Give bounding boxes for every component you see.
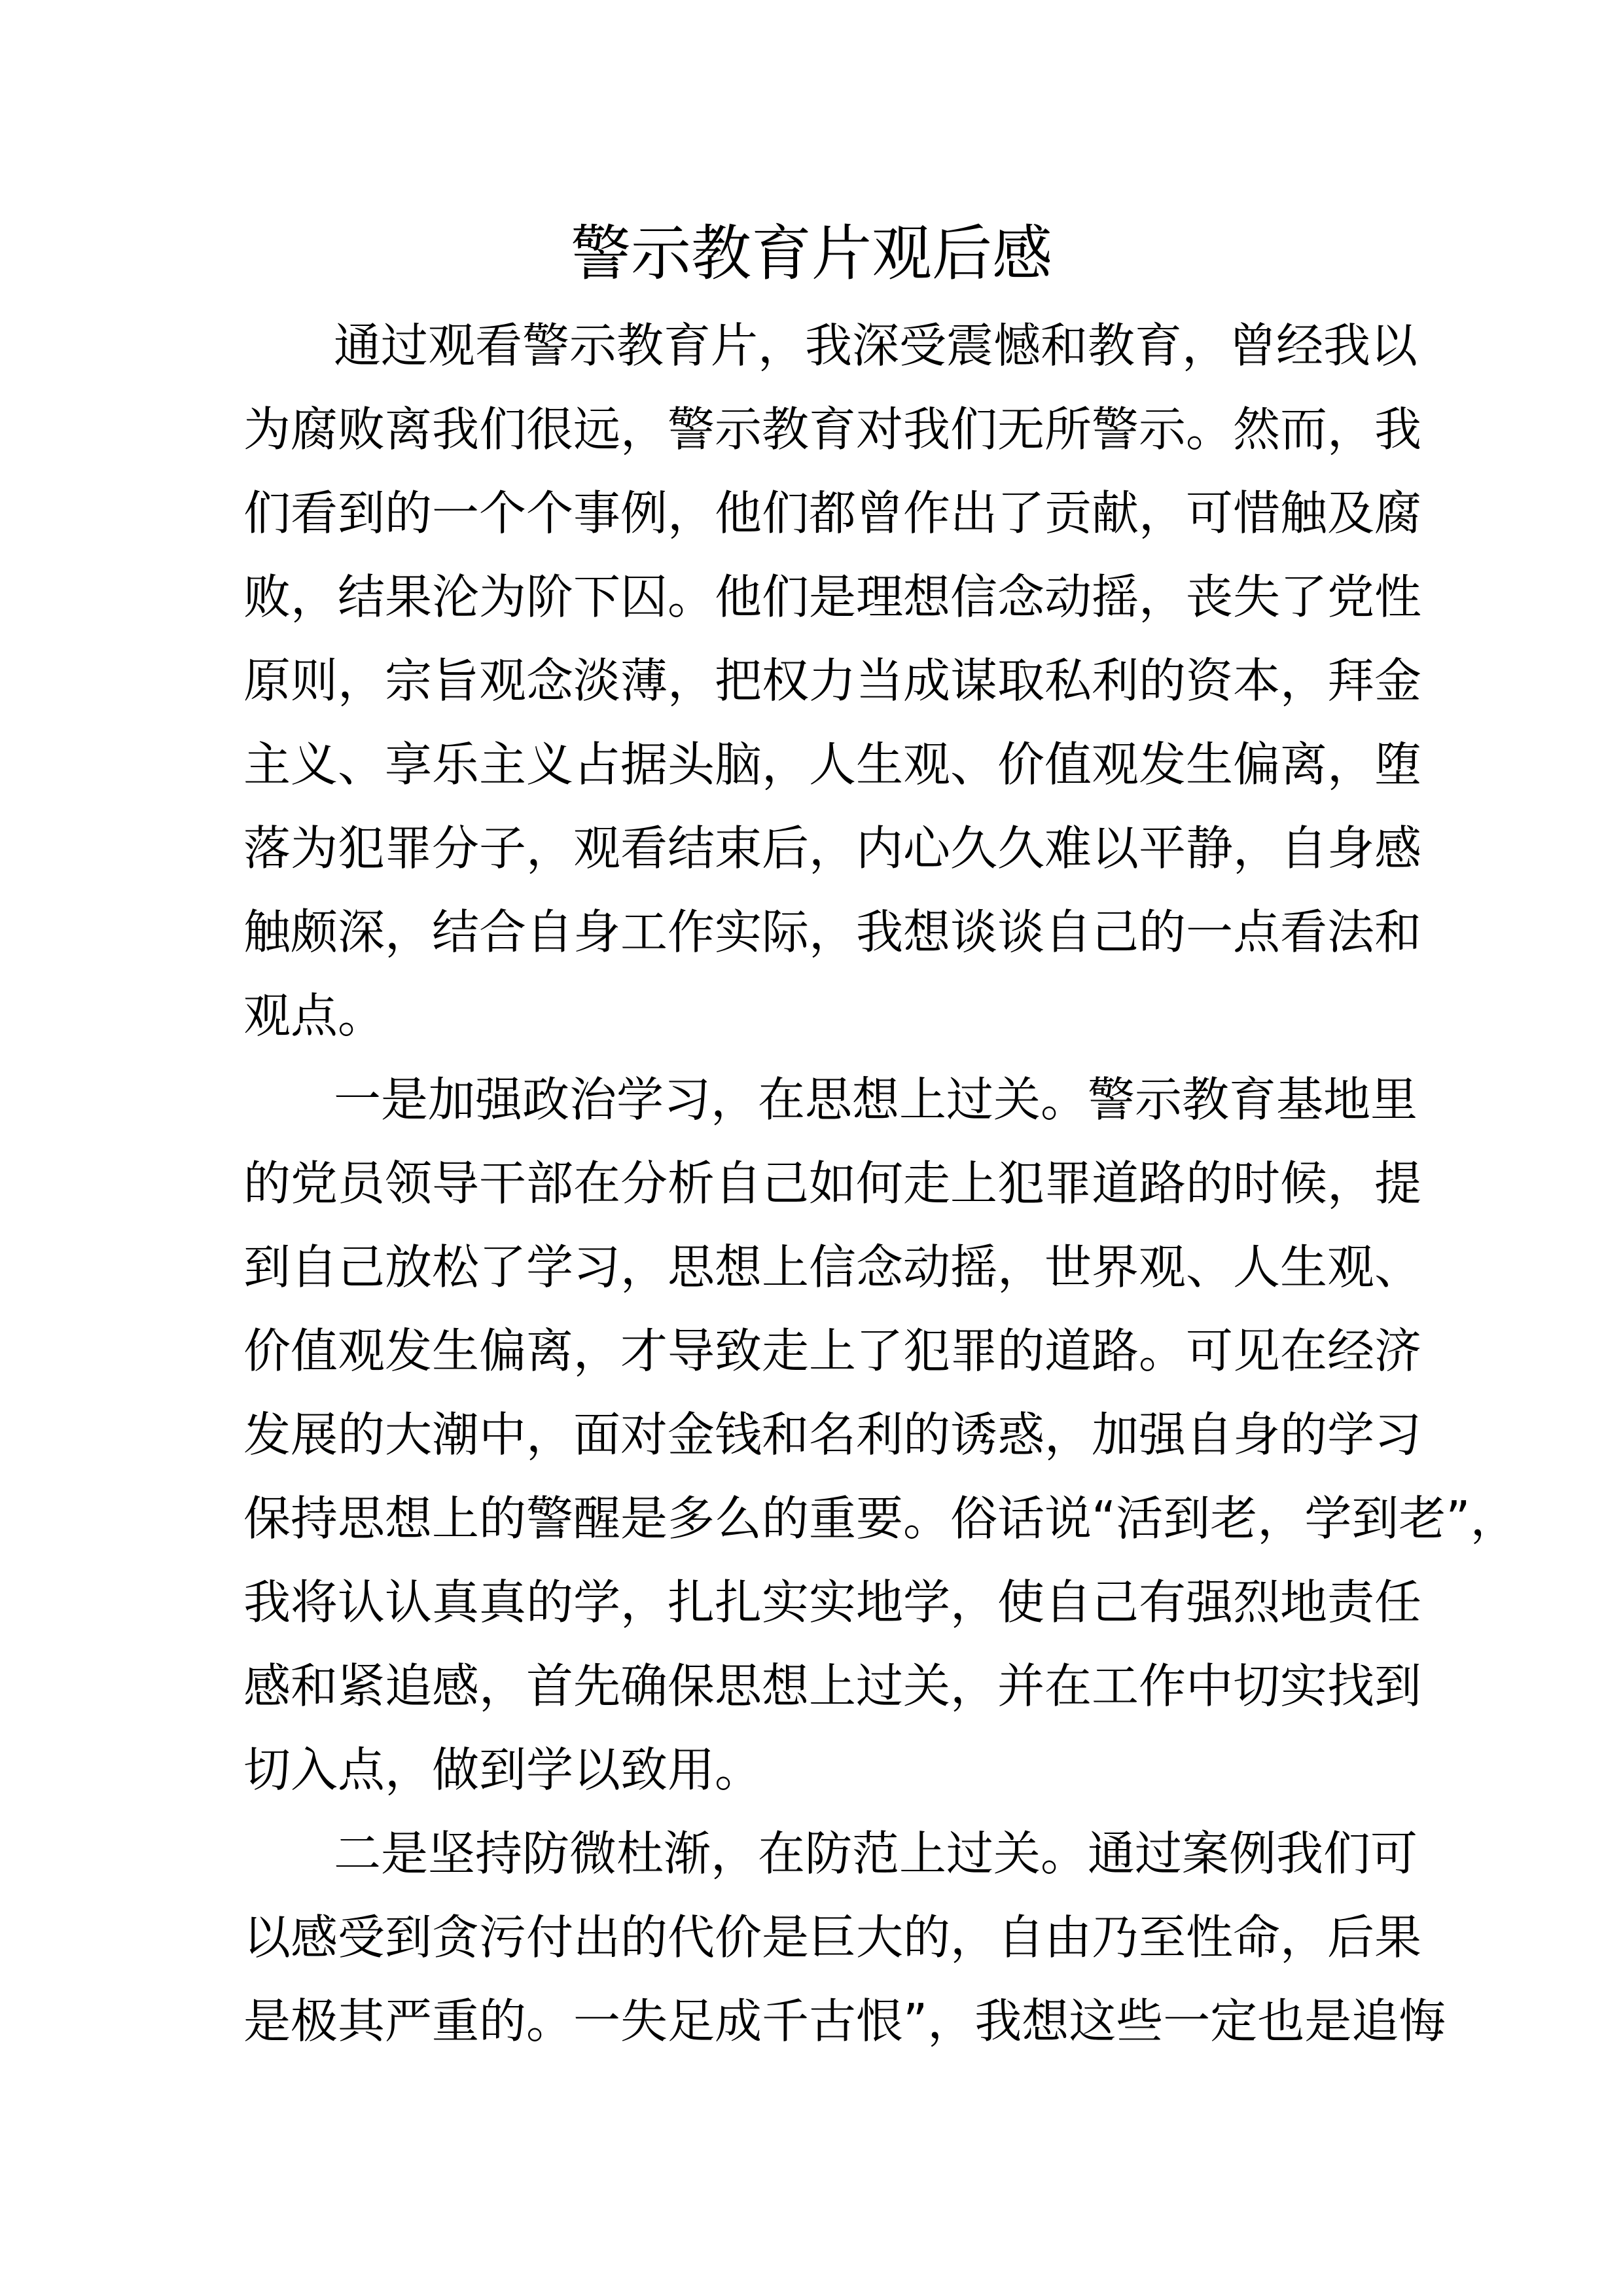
paragraph-1-line-2: 为腐败离我们很远，警示教育对我们无所警示。然而，我: [243, 402, 1422, 457]
paragraph-2-line-2: 的党员领导干部在分析自己如何走上犯罪道路的时候，提: [243, 1156, 1422, 1211]
paragraph-2-line-7: 我将认认真真的学，扎扎实实地学，使自己有强烈地责任: [243, 1575, 1422, 1630]
paragraph-3-line-1: 二是坚持防微杜渐，在防范上过关。通过案例我们可: [334, 1826, 1418, 1881]
document-title: 警示教育片观后感: [570, 219, 1052, 289]
paragraph-2-line-1: 一是加强政治学习，在思想上过关。警示教育基地里: [334, 1072, 1418, 1127]
paragraph-1-line-4: 败，结果沦为阶下囚。他们是理想信念动摇，丧失了党性: [243, 569, 1422, 624]
paragraph-2-line-9: 切入点，做到学以致用。: [243, 1742, 762, 1797]
paragraph-1-line-7: 落为犯罪分子，观看结束后，内心久久难以平静，自身感: [243, 821, 1422, 876]
paragraph-2-line-5: 发展的大潮中，面对金钱和名利的诱惑，加强自身的学习: [243, 1407, 1422, 1462]
paragraph-3-line-3: 是极其严重的。一失足成千古恨”，我想这些一定也是追悔: [243, 1994, 1446, 2049]
paragraph-2-line-8: 感和紧追感，首先确保思想上过关，并在工作中切实找到: [243, 1659, 1422, 1713]
paragraph-1-line-6: 主义、享乐主义占据头脑，人生观、价值观发生偏离，堕: [243, 737, 1422, 792]
paragraph-1-line-8: 触颇深，结合自身工作实际，我想谈谈自己的一点看法和: [243, 905, 1422, 960]
paragraph-1-line-9: 观点。: [243, 988, 385, 1043]
paragraph-2-line-3: 到自己放松了学习，思想上信念动摇，世界观、人生观、: [243, 1240, 1422, 1295]
paragraph-1-line-5: 原则，宗旨观念淡薄，把权力当成谋取私利的资本，拜金: [243, 653, 1422, 708]
paragraph-3-line-2: 以感受到贪污付出的代价是巨大的，自由乃至性命，后果: [243, 1910, 1422, 1965]
paragraph-1-line-1: 通过观看警示教育片，我深受震憾和教育，曾经我以: [334, 318, 1418, 373]
paragraph-2-line-6: 保持思想上的警醒是多么的重要。俗话说“活到老，学到老”，: [243, 1491, 1518, 1546]
paragraph-1-line-3: 们看到的一个个事例，他们都曾作出了贡献，可惜触及腐: [243, 486, 1422, 541]
paragraph-2-line-4: 价值观发生偏离，才导致走上了犯罪的道路。可见在经济: [243, 1323, 1422, 1378]
